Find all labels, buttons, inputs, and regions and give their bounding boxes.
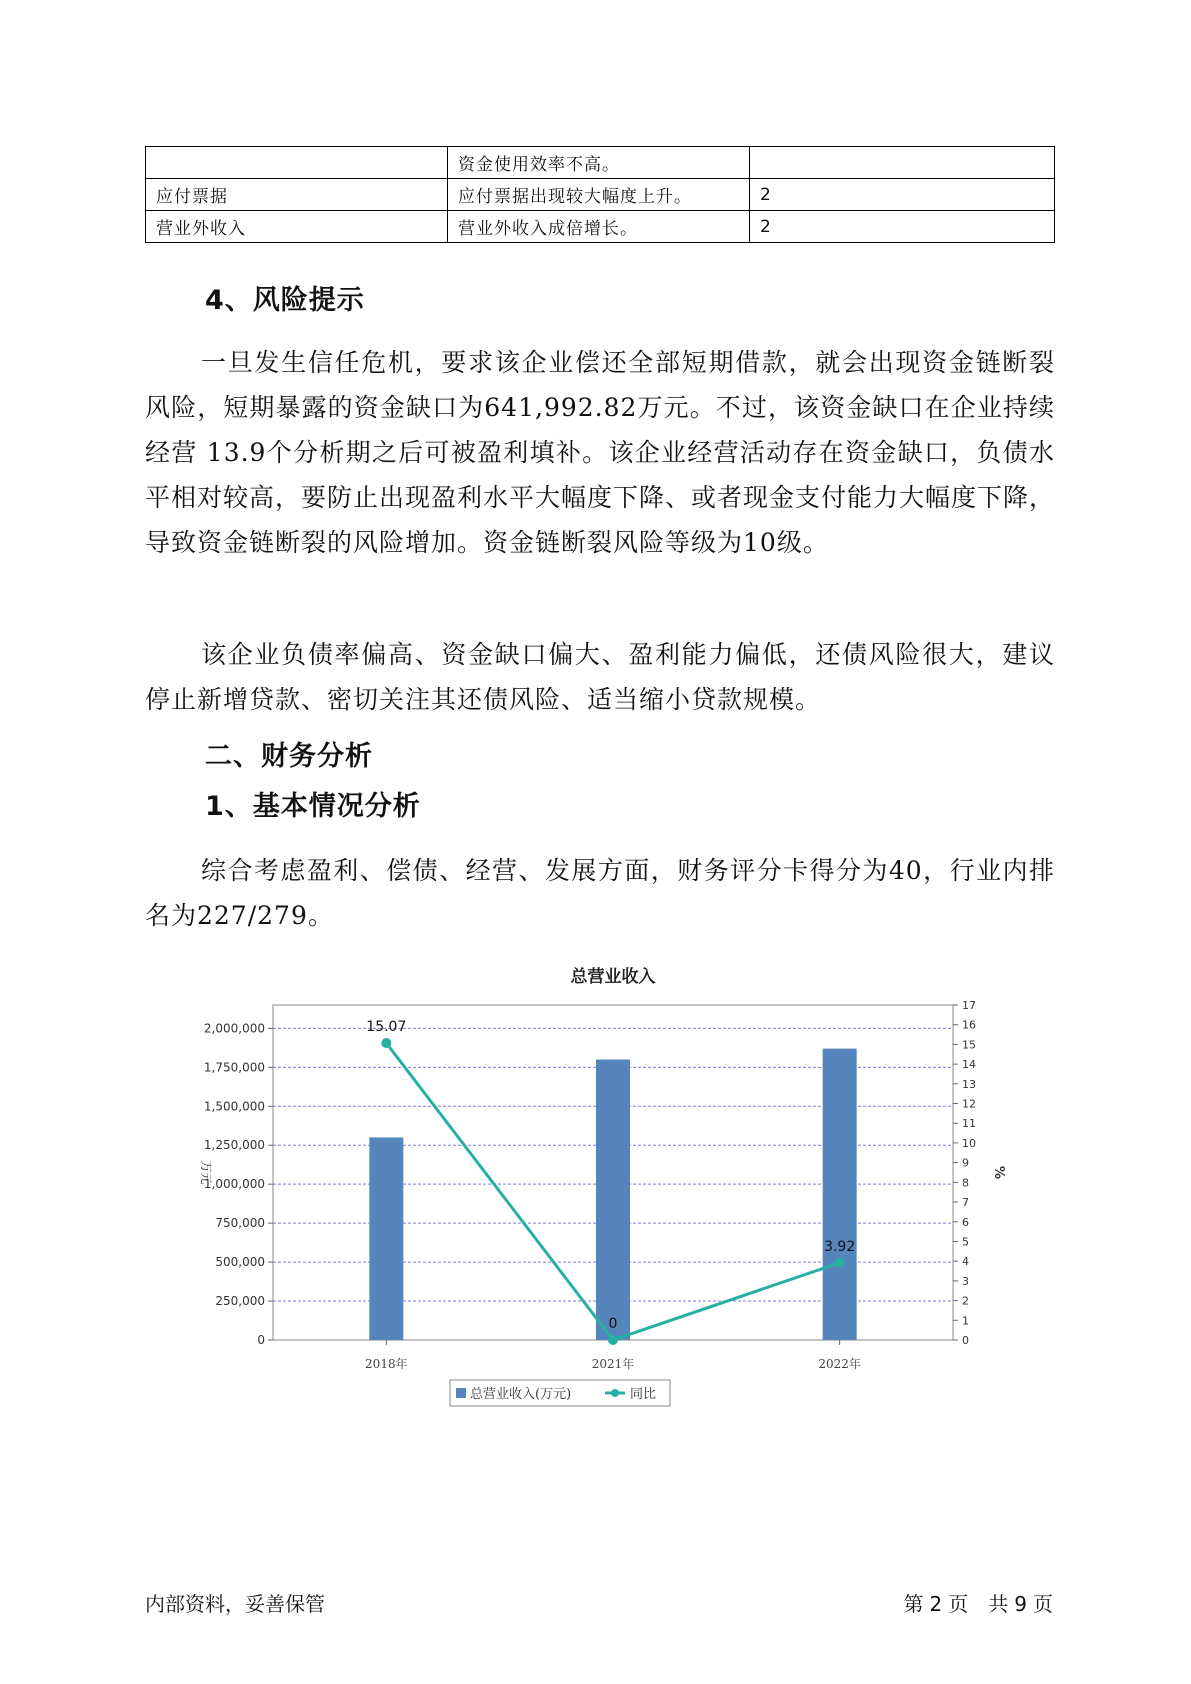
risk-paragraph-2: 该企业负债率偏高、资金缺口偏大、盈利能力偏低，还债风险很大，建议停止新增贷款、密切关注其还债风险、适当缩小贷款规模。 (145, 640, 1055, 714)
finance-paragraph: 综合考虑盈利、偿债、经营、发展方面，财务评分卡得分为40，行业内排名为227/279。 (145, 856, 1055, 930)
y2-tick-label: 3 (962, 1274, 969, 1288)
y2-tick-label: 16 (962, 1018, 976, 1032)
x-tick-label: 2022年 (818, 1357, 861, 1371)
yoy-point (608, 1335, 618, 1345)
yoy-data-label: 3.92 (824, 1238, 856, 1255)
x-tick-label: 2018年 (365, 1357, 408, 1371)
y2-tick-label: 15 (962, 1038, 976, 1052)
y-axis-label: 万元 (199, 1160, 213, 1185)
yoy-data-label: 15.07 (366, 1019, 407, 1036)
yoy-point (835, 1258, 845, 1268)
table-row (146, 179, 1055, 211)
risk-score-cell: 2 (750, 211, 1055, 243)
legend-bar-swatch (456, 1388, 466, 1398)
page-mid: 页 共 (948, 1592, 1009, 1616)
y2-tick-label: 17 (962, 999, 976, 1012)
chart-title: 总营业收入 (570, 967, 656, 987)
y2-tick-label: 11 (962, 1117, 976, 1131)
risk-desc-cell: 资金使用效率不高。 (448, 147, 750, 179)
y2-tick-label: 7 (962, 1196, 969, 1210)
y-tick-label: 1,000,000 (203, 1177, 265, 1192)
y2-tick-label: 4 (962, 1255, 969, 1269)
y-tick-label: 2,000,000 (203, 1021, 265, 1036)
y-tick-label: 0 (257, 1333, 265, 1347)
section-heading-finance: 二、财务分析 (205, 741, 373, 772)
risk-table (145, 146, 1055, 243)
risk-desc-cell: 应付票据出现较大幅度上升。 (448, 179, 750, 211)
page-number (898, 1588, 1053, 1617)
bar-2018年 (369, 1137, 403, 1340)
page-suffix: 页 (1033, 1592, 1053, 1616)
table-row (146, 211, 1055, 243)
y2-axis-label: % (991, 1165, 1006, 1180)
risk-paragraph-1: 一旦发生信任危机，要求该企业偿还全部短期借款，就会出现资金链断裂风险，短期暴露的资金缺口为641,992.82万元。不过，该资金缺口在企业持续经营 13.9个分析期之后可被盈利填补。该企业经营活动存在资金缺口，负债水平相对较高，要防止出现盈利水平大幅度下降、或者现金支付能力大幅度下降，导致资金链断裂的风险增加。资金链断裂风险等级为10级。 (145, 348, 1056, 557)
chart-svg (180, 960, 1010, 1425)
risk-item-cell: 应付票据 (146, 179, 448, 211)
y2-tick-label: 13 (962, 1077, 976, 1091)
bar-2021年 (596, 1060, 630, 1340)
y-tick-label: 250,000 (215, 1294, 265, 1309)
y-tick-label: 750,000 (215, 1216, 265, 1231)
legend-line-marker (611, 1389, 619, 1397)
section-heading-risk: 4、风险提示 (205, 285, 365, 316)
y-tick-label: 1,500,000 (203, 1099, 265, 1114)
page-prefix: 第 (903, 1592, 924, 1616)
y2-tick-label: 12 (962, 1097, 976, 1111)
y2-tick-label: 5 (962, 1235, 969, 1249)
legend-line-label: 同比 (630, 1387, 657, 1402)
y2-tick-label: 9 (962, 1156, 969, 1170)
y2-tick-label: 10 (962, 1136, 976, 1150)
y2-tick-label: 6 (962, 1215, 969, 1229)
y2-tick-label: 0 (962, 1334, 969, 1347)
legend-bar-label: 总营业收入(万元) (470, 1387, 572, 1402)
yoy-data-label: 0 (608, 1316, 618, 1332)
y2-tick-label: 8 (962, 1176, 969, 1190)
y-tick-label: 500,000 (215, 1255, 265, 1270)
y-tick-label: 1,250,000 (203, 1138, 265, 1153)
y-tick-label: 1,750,000 (203, 1060, 265, 1075)
y2-tick-label: 1 (962, 1314, 969, 1328)
bar-2022年 (823, 1049, 857, 1340)
risk-item-cell (146, 147, 448, 179)
x-tick-label: 2021年 (591, 1357, 635, 1371)
yoy-point (381, 1038, 391, 1048)
table-row (146, 147, 1055, 179)
page-current: 2 (929, 1592, 943, 1616)
risk-desc-cell: 营业外收入成倍增长。 (448, 211, 750, 243)
page-total: 9 (1014, 1592, 1027, 1616)
risk-item-cell: 营业外收入 (146, 211, 448, 243)
risk-score-cell: 2 (750, 179, 1055, 211)
revenue-chart (180, 960, 1010, 1425)
risk-score-cell (750, 147, 1055, 179)
sub-heading-basic: 1、基本情况分析 (205, 791, 421, 822)
y2-tick-label: 14 (962, 1058, 976, 1072)
footer-note: 内部资料，妥善保管 (145, 1592, 325, 1616)
y2-tick-label: 2 (962, 1294, 969, 1308)
